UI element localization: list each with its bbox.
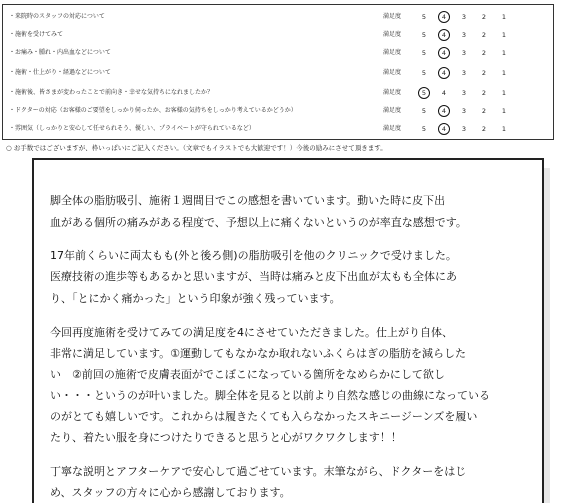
survey-row — [3, 121, 553, 137]
score-1: 1 — [501, 69, 507, 77]
survey-row — [3, 9, 553, 25]
score-1: 1 — [501, 49, 507, 57]
comment-line: い・・・というのが叶いました。脚全体を見ると以前より自然な感じの曲線になっている — [50, 389, 490, 402]
score-5: 5 — [421, 125, 427, 133]
score-3: 3 — [461, 107, 467, 115]
selected-circle-mark — [438, 47, 450, 59]
score-5: 5 — [421, 31, 427, 39]
score-1: 1 — [501, 13, 507, 21]
rating-label: 満足度 — [383, 107, 402, 114]
survey-row — [3, 45, 553, 61]
rating-label: 満足度 — [383, 31, 402, 38]
score-3: 3 — [461, 49, 467, 57]
selected-circle-mark — [418, 87, 430, 99]
score-2: 2 — [481, 13, 487, 21]
score-4: 4 — [441, 125, 447, 133]
survey-row — [3, 103, 553, 119]
rating-label: 満足度 — [383, 69, 402, 76]
comment-line: 脚全体の脂肪吸引、施術１週間目でこの感想を書いています。動いた時に皮下出 — [50, 194, 446, 207]
score-3: 3 — [461, 13, 467, 21]
survey-question: ・ドクターの対応（お客様のご要望をしっかり伺ったか、お客様の気持ちをしっかり考えているかどうか） — [9, 107, 297, 114]
rating-label: 満足度 — [383, 89, 402, 96]
score-1: 1 — [501, 107, 507, 115]
selected-circle-mark — [438, 123, 450, 135]
survey-question: ・お痛み・腫れ・内出血などについて — [9, 49, 111, 56]
score-4: 4 — [441, 107, 447, 115]
survey-question: ・施術・仕上がり・経過などについて — [9, 69, 111, 76]
survey-question: ・施術後、皆さまが変わったことで前向き・幸せな気持ちになれましたか？ — [9, 89, 213, 96]
comment-line: 丁寧な説明とアフターケアで安心して過ごせています。末筆ながら、ドクターをはじ — [50, 465, 467, 478]
survey-row — [3, 27, 553, 43]
score-5: 5 — [421, 49, 427, 57]
rating-label: 満足度 — [383, 49, 402, 56]
comment-line: い ②前回の施術で皮膚表面がでこぼこになっている箇所をなめらかにして欲し — [50, 368, 445, 381]
comment-line: り、「とにかく痛かった」という印象が強く残っています。 — [50, 292, 341, 305]
score-5: 5 — [421, 89, 427, 97]
score-4: 4 — [441, 49, 447, 57]
score-5: 5 — [421, 69, 427, 77]
comment-line: 非常に満足しています。①運動してもなかなか取れないふくらはぎの脂肪を減らした — [50, 347, 466, 360]
score-3: 3 — [461, 69, 467, 77]
score-1: 1 — [501, 89, 507, 97]
score-4: 4 — [441, 69, 447, 77]
survey-table — [2, 4, 554, 140]
selected-circle-mark — [438, 105, 450, 117]
rating-label: 満足度 — [383, 13, 402, 20]
selected-circle-mark — [438, 11, 450, 23]
score-5: 5 — [421, 13, 427, 21]
score-3: 3 — [461, 31, 467, 39]
comment-line: 今回再度施術を受けてみての満足度を4にさせていただきました。仕上がり自体、 — [50, 326, 453, 339]
score-3: 3 — [461, 125, 467, 133]
score-2: 2 — [481, 49, 487, 57]
score-2: 2 — [481, 107, 487, 115]
score-4: 4 — [441, 31, 447, 39]
score-1: 1 — [501, 125, 507, 133]
selected-circle-mark — [438, 29, 450, 41]
comment-line: のがとても嬉しいです。これからは履きたくても入らなかったスキニージーンズを履い — [50, 410, 478, 423]
score-1: 1 — [501, 31, 507, 39]
score-4: 4 — [441, 89, 447, 97]
comment-line: め、スタッフの方々に心から感謝しております。 — [50, 486, 291, 499]
rating-label: 満足度 — [383, 125, 402, 132]
comment-line: たり、着たい服を身につけたりできると思うと心がワクワクします！！ — [50, 431, 402, 444]
score-2: 2 — [481, 69, 487, 77]
comment-line: 17年前くらいに両太もも(外と後ろ側)の脂肪吸引を他のクリニックで受けました。 — [50, 249, 457, 262]
comment-line: 医療技術の進歩等もあるかと思いますが、当時は痛みと皮下出血が太もも全体にあ — [50, 270, 457, 283]
score-2: 2 — [481, 89, 487, 97]
survey-row — [3, 85, 553, 101]
score-4: 4 — [441, 13, 447, 21]
instruction-note: ○ お手数ではございますが、枠いっぱいにご記入ください。（文章でもイラストでも大歓迎です！）今後の励みにさせて頂きます。 — [6, 144, 387, 152]
score-5: 5 — [421, 107, 427, 115]
score-2: 2 — [481, 125, 487, 133]
box-shadow — [544, 168, 550, 503]
score-3: 3 — [461, 89, 467, 97]
survey-question: ・施術を受けてみて — [9, 31, 64, 38]
survey-question: ・雰囲気（しっかりと安心して任せられそう、優しい、プライベートが守られているなど） — [9, 125, 255, 132]
survey-row — [3, 65, 553, 81]
comment-line: 血がある個所の痛みがある程度で、予想以上に痛くないというのが率直な感想です。 — [50, 216, 467, 229]
selected-circle-mark — [438, 67, 450, 79]
score-2: 2 — [481, 31, 487, 39]
survey-question: ・来院時のスタッフの対応について — [9, 13, 105, 20]
